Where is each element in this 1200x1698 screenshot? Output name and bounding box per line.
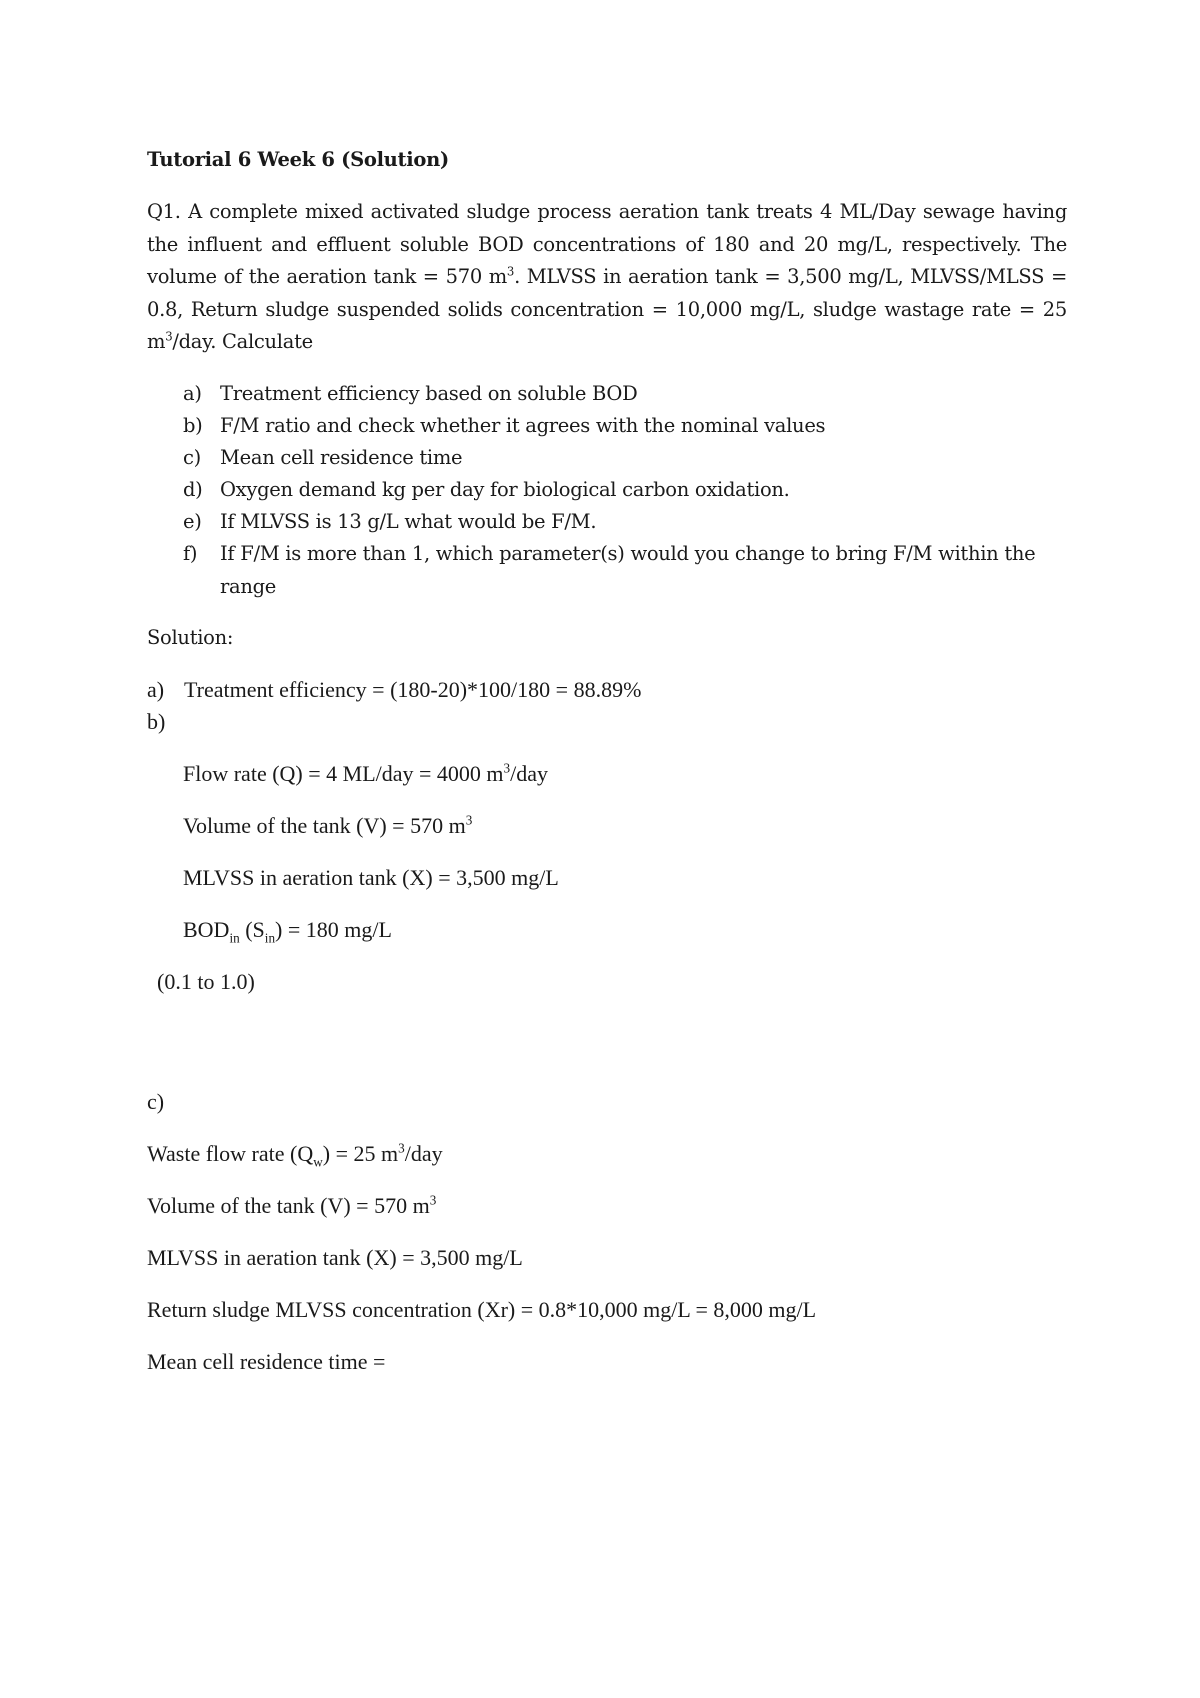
question-paragraph bbox=[147, 196, 1067, 359]
bod-value: ) = 180 mg/L bbox=[275, 917, 392, 942]
part-marker: e) bbox=[183, 510, 202, 533]
volume-line bbox=[183, 810, 472, 842]
part-marker: f) bbox=[183, 542, 198, 565]
flow-rate-line bbox=[183, 758, 548, 790]
waste-flow-text: Waste flow rate (Q bbox=[147, 1141, 314, 1166]
fm-range: (0.1 to 1.0) bbox=[157, 969, 255, 994]
part-a bbox=[183, 378, 1073, 411]
bod-line bbox=[183, 914, 392, 946]
volume-text: Volume of the tank (V) = 570 m bbox=[147, 1193, 430, 1218]
waste-flow-superscript: 3 bbox=[398, 1140, 405, 1156]
part-text: F/M ratio and check whether it agrees with the nominal values bbox=[220, 414, 826, 437]
solution-marker: a) bbox=[147, 677, 165, 702]
flow-rate-superscript: 3 bbox=[503, 760, 511, 776]
question-text-pre: Q1. A complete mixed activated sludge process aeration tank treats 4 ML/Day sewage having the influent and effluent soluble BOD concentrations of 180 and 20 mg/L, respectively. The volume of the aeration tank = 570 m bbox=[147, 200, 1067, 288]
flow-rate-unit: /day bbox=[510, 761, 549, 786]
solution-a bbox=[147, 674, 641, 706]
mlvss-line-c: MLVSS in aeration tank (X) = 3,500 mg/L bbox=[147, 1245, 523, 1270]
page-title: Tutorial 6 Week 6 (Solution) bbox=[147, 148, 449, 171]
part-b bbox=[183, 410, 1073, 443]
part-marker: d) bbox=[183, 478, 203, 501]
part-text: If F/M is more than 1, which parameter(s) would you change to bring F/M within the range bbox=[220, 542, 1036, 598]
part-c bbox=[183, 442, 1073, 475]
part-text: Mean cell residence time bbox=[220, 446, 463, 469]
part-f bbox=[183, 538, 1073, 603]
solution-b bbox=[147, 706, 184, 738]
solution-a-text: Treatment efficiency = (180-20)*100/180 = 88.89% bbox=[184, 677, 642, 702]
waste-flow-subscript: w bbox=[313, 1154, 323, 1170]
volume-superscript: 3 bbox=[465, 812, 473, 828]
volume-superscript: 3 bbox=[429, 1192, 437, 1208]
question-superscript-2: 3 bbox=[165, 329, 173, 344]
mlvss-line: MLVSS in aeration tank (X) = 3,500 mg/L bbox=[183, 865, 559, 890]
part-text: Oxygen demand kg per day for biological carbon oxidation. bbox=[220, 478, 790, 501]
bod-s-subscript: in bbox=[264, 930, 276, 946]
solution-c-marker: c) bbox=[147, 1089, 165, 1114]
return-sludge-line: Return sludge MLVSS concentration (Xr) = 0.8*10,000 mg/L = 8,000 mg/L bbox=[147, 1297, 817, 1322]
mean-cell-residence-line: Mean cell residence time = bbox=[147, 1349, 386, 1374]
waste-flow-line bbox=[147, 1138, 443, 1170]
waste-flow-value: ) = 25 m bbox=[322, 1141, 399, 1166]
volume-text: Volume of the tank (V) = 570 m bbox=[183, 813, 466, 838]
solution-marker: b) bbox=[147, 709, 166, 734]
part-text: If MLVSS is 13 g/L what would be F/M. bbox=[220, 510, 597, 533]
bod-s-text: (S bbox=[239, 917, 265, 942]
bod-subscript: in bbox=[229, 930, 240, 946]
question-superscript-1: 3 bbox=[506, 264, 515, 279]
part-d bbox=[183, 474, 1073, 507]
part-text: Treatment efficiency based on soluble BOD bbox=[220, 382, 638, 405]
question-text-mid: . MLVSS in aeration tank = 3,500 mg/L, MLVSS/MLSS = 0.8, Return sludge suspended solids concentration = 10,000 mg/L, sludge wastage rate = 25 m bbox=[147, 265, 1067, 353]
part-marker: b) bbox=[183, 414, 203, 437]
part-e bbox=[183, 506, 1073, 539]
flow-rate-text: Flow rate (Q) = 4 ML/day = 4000 m bbox=[183, 761, 504, 786]
question-text-post: /day. Calculate bbox=[172, 330, 313, 353]
volume-line-c bbox=[147, 1190, 436, 1222]
bod-text: BOD bbox=[183, 917, 230, 942]
solution-label: Solution: bbox=[147, 626, 234, 649]
part-marker: c) bbox=[183, 446, 201, 469]
waste-flow-unit: /day bbox=[404, 1141, 443, 1166]
part-marker: a) bbox=[183, 382, 202, 405]
